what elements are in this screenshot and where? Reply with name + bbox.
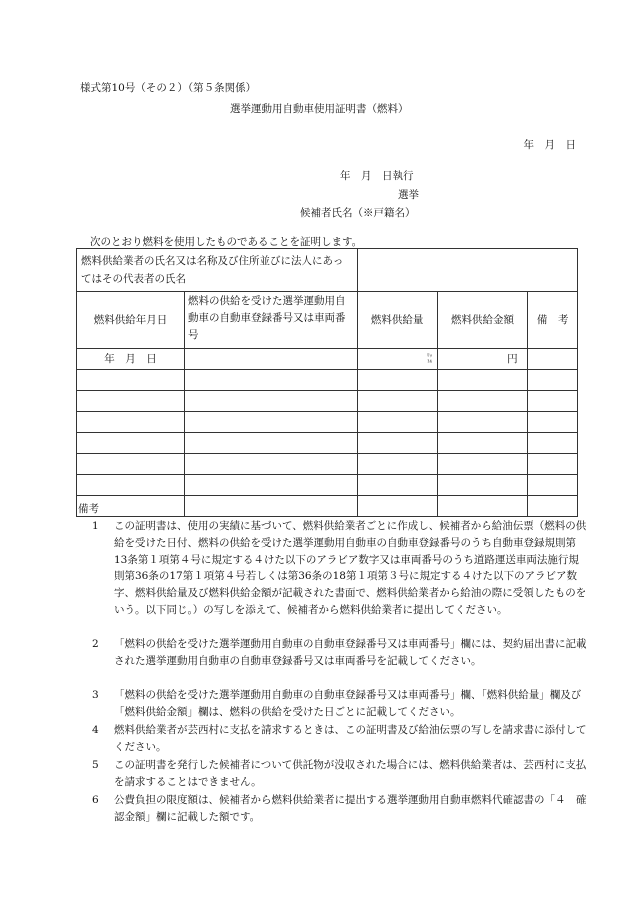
note-number: 2 — [92, 638, 99, 650]
note-number: 5 — [92, 759, 99, 771]
row-vehicle-cell[interactable] — [184, 349, 357, 370]
table-row — [77, 370, 578, 391]
row-amount-cell[interactable] — [357, 349, 437, 370]
note-item — [92, 636, 588, 667]
supplier-row — [77, 249, 578, 292]
form-number: 様式第10号（その２）（第５条関係） — [80, 82, 257, 94]
table-row — [77, 412, 578, 433]
table-header-row — [77, 292, 578, 349]
fuel-usage-table — [76, 248, 578, 517]
note-number: 6 — [92, 794, 99, 806]
note-item — [92, 518, 588, 616]
note-number: 4 — [92, 724, 99, 736]
notes-title: 備考 — [78, 503, 99, 515]
row-price-cell[interactable]: 円 — [437, 349, 528, 370]
liter-unit: ﾘｯ ﾄﾙ — [427, 353, 433, 365]
note-text: 「燃料の供給を受けた選挙運動用自動車の自動車登録番号又は車両番号」欄には、契約届出書に記載された選挙運動用自動車の自動車登録番号又は車両番号を記載してください。 — [114, 638, 587, 667]
candidate-name-line: 候補者氏名（※戸籍名） — [300, 207, 416, 219]
issue-date: 年 月 日 — [523, 139, 576, 151]
table-row — [77, 475, 578, 496]
header-fuel-amount: 燃料供給量 — [357, 292, 437, 349]
table-row — [77, 349, 578, 370]
certification-statement: 次のとおり燃料を使用したものであることを証明します。 — [90, 236, 363, 248]
table-row — [77, 496, 578, 517]
note-item — [92, 792, 588, 823]
table-row — [77, 454, 578, 475]
execution-date-line: 年 月 日執行 — [340, 170, 414, 182]
election-line: 選挙 — [398, 189, 419, 201]
note-text: この証明書は、使用の実績に基づいて、燃料供給業者ごとに作成し、候補者から給油伝票（燃料の供給を受けた日付、燃料の供給を受けた選挙運動用自動車の自動車登録番号のうち自動車登録規則第13条第１項第４号に規定する４けた以下のアラビア数字又は車両番号のうち道路運送車両法施行規則第36条の17第１項第４号若しくは第36条の18第１項第３号に規定する４けた以下のアラビア数字、燃料供給量及び燃料供給金額が記載された書面で、燃料供給業者から給油の際に受領したものをいう。以下同じ。）の写しを添えて、候補者から燃料供給業者に提出してください。 — [114, 520, 587, 616]
note-text: この証明書を発行した候補者について供託物が没収された場合には、燃料供給業者は、芸西村に支払を請求することはできません。 — [114, 759, 587, 788]
row-remarks-cell[interactable] — [528, 349, 578, 370]
note-item — [92, 722, 588, 753]
header-remarks: 備 考 — [528, 292, 578, 349]
document-title: 選挙運動用自動車使用証明書（燃料） — [230, 103, 409, 115]
note-number: 3 — [92, 689, 99, 701]
header-supply-date: 燃料供給年月日 — [77, 292, 185, 349]
supplier-label: 燃料供給業者の氏名又は名称及び住所並びに法人にあってはその代表者の氏名 — [77, 249, 358, 292]
supplier-value[interactable] — [357, 249, 577, 292]
note-text: 「燃料の供給を受けた選挙運動用自動車の自動車登録番号又は車両番号」欄、「燃料供給量」欄及び「燃料供給金額」欄は、燃料の供給を受けた日ごとに記載してください。 — [114, 689, 582, 718]
header-fuel-price: 燃料供給金額 — [437, 292, 528, 349]
header-vehicle-number: 燃料の供給を受けた選挙運動用自動車の自動車登録番号又は車両番号 — [184, 292, 357, 349]
note-text: 燃料供給業者が芸西村に支払を請求するときは、この証明書及び給油伝票の写しを請求書に添付してください。 — [114, 724, 587, 753]
note-item — [92, 757, 588, 788]
note-number: 1 — [92, 520, 99, 532]
table-row — [77, 391, 578, 412]
note-text: 公費負担の限度額は、候補者から燃料供給業者に提出する選挙運動用自動車燃料代確認書の「４ 確認金額」欄に記載した額です。 — [114, 794, 587, 823]
row-date-placeholder[interactable]: 年 月 日 — [77, 349, 185, 370]
note-item — [92, 687, 588, 718]
table-row — [77, 433, 578, 454]
